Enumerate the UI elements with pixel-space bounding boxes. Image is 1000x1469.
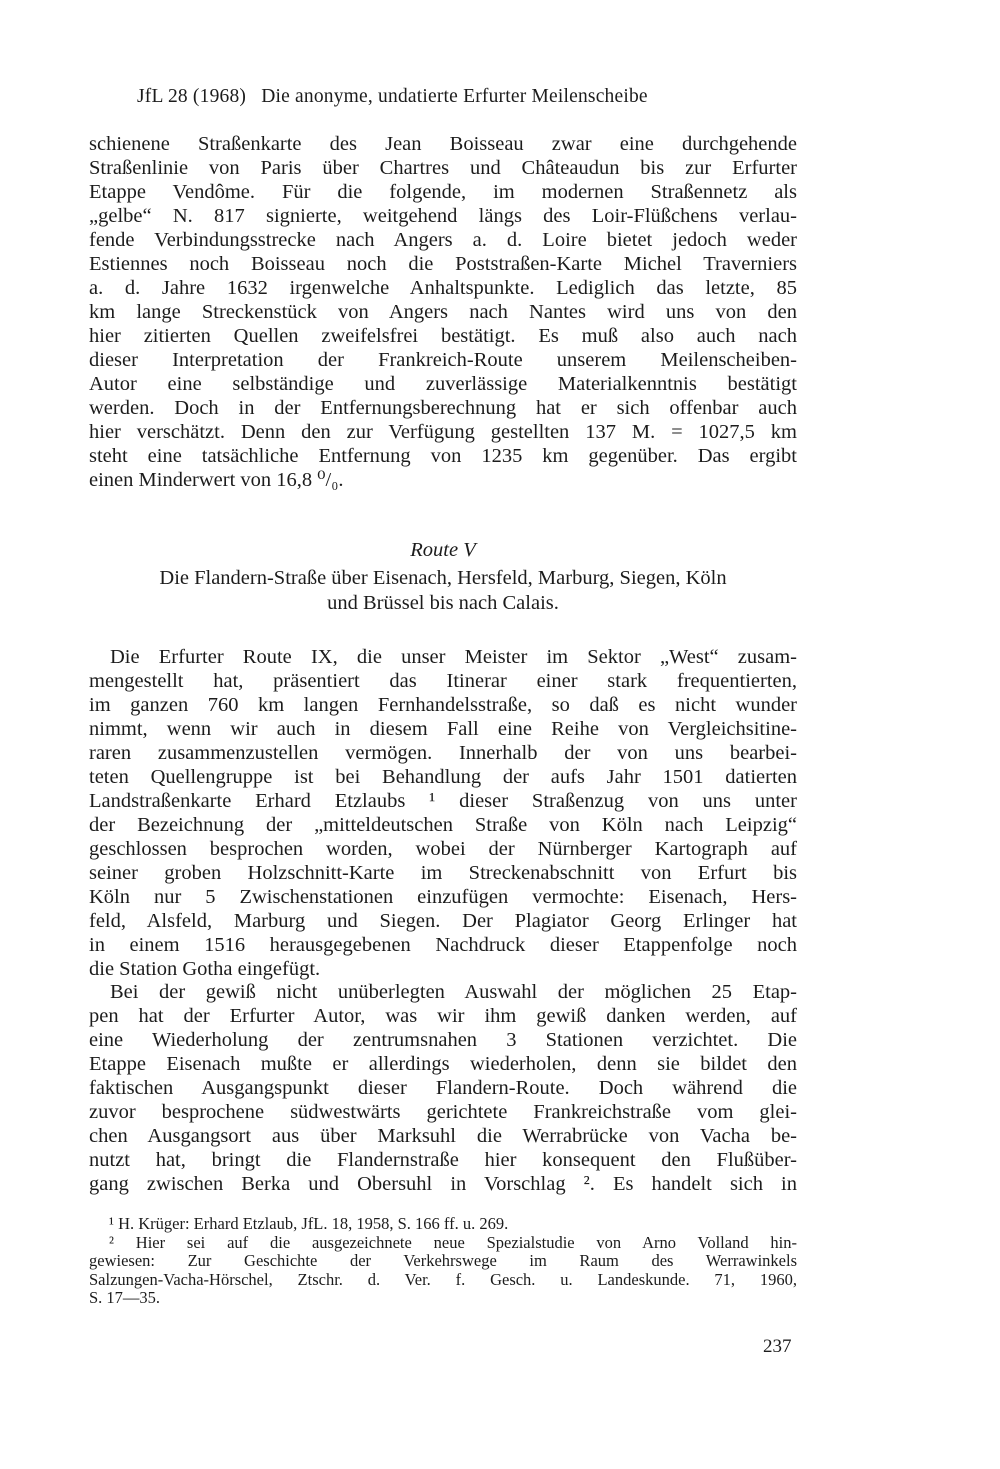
text-line: Etappe Vendôme. Für die folgende, im modernen Straßennetz als	[89, 181, 797, 203]
page-number: 237	[763, 1336, 792, 1357]
text-line: fende Verbindungsstrecke nach Angers a. d. Loire bietet jedoch weder	[89, 229, 797, 251]
text-line: die Station Gotha eingefügt.	[89, 958, 321, 980]
article-title: Die anonyme, undatierte Erfurter Meilenscheibe	[261, 86, 648, 107]
text-line: im ganzen 760 km langen Fernhandelsstraße, so daß es nicht wunder	[89, 694, 797, 716]
text-line: Landstraßenkarte Erhard Etzlaubs ¹ dieser Straßenzug von uns unter	[89, 790, 797, 812]
text-line: feld, Alsfeld, Marburg und Siegen. Der Plagiator Georg Erlinger hat	[89, 910, 797, 932]
subheading-line: und Brüssel bis nach Calais.	[327, 591, 559, 614]
text-line: km lange Streckenstück von Angers nach Nantes wird uns von den	[89, 301, 797, 323]
footnote-2: ² Hier sei auf die ausgezeichnete neue Spezialstudie von Arno Volland hin-	[109, 1232, 797, 1252]
text-line: geschlossen besprochen worden, wobei der Nürnberger Kartograph auf	[89, 838, 797, 860]
text-line: pen hat der Erfurter Autor, was wir ihm gewiß danken werden, auf	[89, 1005, 797, 1027]
text-line: schienene Straßenkarte des Jean Boisseau zwar eine durchgehende	[89, 133, 797, 155]
text-line: der Bezeichnung der „mitteldeutschen Straße von Köln nach Leipzig“	[89, 814, 797, 836]
paragraph-route-intro	[89, 645, 797, 981]
text-line: mengestellt hat, präsentiert das Itinerar einer stark frequentierten,	[89, 670, 797, 692]
text-line: hier verschätzt. Denn den zur Verfügung gestellten 137 M. = 1027,5 km	[89, 421, 797, 443]
text-line: teten Quellengruppe ist bei Behandlung der aufs Jahr 1501 datierten	[89, 766, 797, 788]
text-line: Autor eine selbständige und zuverlässige Materialkenntnis bestätigt	[89, 373, 797, 395]
text-line: raren zusammenzustellen vermögen. Innerhalb der von uns bearbei-	[89, 742, 797, 764]
text-line: werden. Doch in der Entfernungsberechnung hat er sich offenbar auch	[89, 397, 797, 419]
text-line: Etappe Eisenach mußte er allerdings wiederholen, denn sie bildet den	[89, 1053, 797, 1075]
paragraph-route-selection	[89, 980, 797, 1196]
text-line: seiner groben Holzschnitt-Karte im Streckenabschnitt von Erfurt bis	[89, 862, 797, 884]
text-line: nimmt, wenn wir auch in diesem Fall eine Reihe von Vergleichsitine-	[89, 718, 797, 740]
text-line: Die Erfurter Route IX, die unser Meister im Sektor „West“ zusam-	[110, 646, 797, 668]
text-line: Estiennes noch Boisseau noch die Poststraßen-Karte Michel Traverniers	[89, 253, 797, 275]
text-line: chen Ausgangsort aus über Marksuhl die Werrabrücke von Vacha be-	[89, 1125, 797, 1147]
paragraph-continuation	[89, 132, 797, 492]
text-line: in einem 1516 herausgegebenen Nachdruck dieser Etappenfolge noch	[89, 934, 797, 956]
section-heading: Route V	[410, 539, 476, 561]
text-line: Köln nur 5 Zwischenstationen einzufügen vermochte: Eisenach, Hers-	[89, 886, 797, 908]
text-line: Straßenlinie von Paris über Chartres und Châteaudun bis zur Erfurter	[89, 157, 797, 179]
text-line: Bei der gewiß nicht unüberlegten Auswahl der möglichen 25 Etap-	[110, 981, 797, 1003]
footnote-1: ¹ H. Krüger: Erhard Etzlaub, JfL. 18, 1958, S. 166 ff. u. 269.	[109, 1214, 509, 1233]
text-line: hier zitierten Quellen zweifelsfrei bestätigt. Es muß also auch nach	[89, 325, 797, 347]
text-line: a. d. Jahre 1632 irgenwelche Anhaltspunkte. Lediglich das letzte, 85	[89, 277, 797, 299]
footnotes	[89, 1215, 797, 1308]
footnote-2-line: S. 17—35.	[89, 1288, 161, 1307]
running-header	[137, 86, 648, 108]
text-line: dieser Interpretation der Frankreich-Route unserem Meilenscheiben-	[89, 349, 797, 371]
text-line: zuvor besprochene südwestwärts gerichtete Frankreichstraße vom glei-	[89, 1101, 797, 1123]
section-subheading	[89, 566, 797, 615]
text-line: „gelbe“ N. 817 signierte, weitgehend längs des Loir-Flüßchens verlau-	[89, 205, 797, 227]
footnote-2-line: Salzungen-Vacha-Hörschel, Ztschr. d. Ver. f. Gesch. u. Landeskunde. 71, 1960,	[89, 1269, 797, 1289]
footnote-2-line: gewiesen: Zur Geschichte der Verkehrswege im Raum des Werrawinkels	[89, 1251, 797, 1270]
text-line: gang zwischen Berka und Obersuhl in Vorschlag ². Es handelt sich in	[89, 1173, 797, 1195]
journal-reference: JfL 28 (1968)	[137, 86, 247, 107]
text-line: eine Wiederholung der zentrumsnahen 3 Stationen verzichtet. Die	[89, 1029, 797, 1051]
text-line: steht eine tatsächliche Entfernung von 1235 km gegenüber. Das ergibt	[89, 445, 797, 467]
text-line: einen Minderwert von 16,8 ⁰/₀.	[89, 469, 344, 491]
text-line: faktischen Ausgangspunkt dieser Flandern-Route. Doch während die	[89, 1077, 797, 1099]
text-line: nutzt hat, bringt die Flandernstraße hier konsequent den Flußüber-	[89, 1149, 797, 1171]
subheading-line: Die Flandern-Straße über Eisenach, Hersfeld, Marburg, Siegen, Köln	[159, 567, 727, 589]
